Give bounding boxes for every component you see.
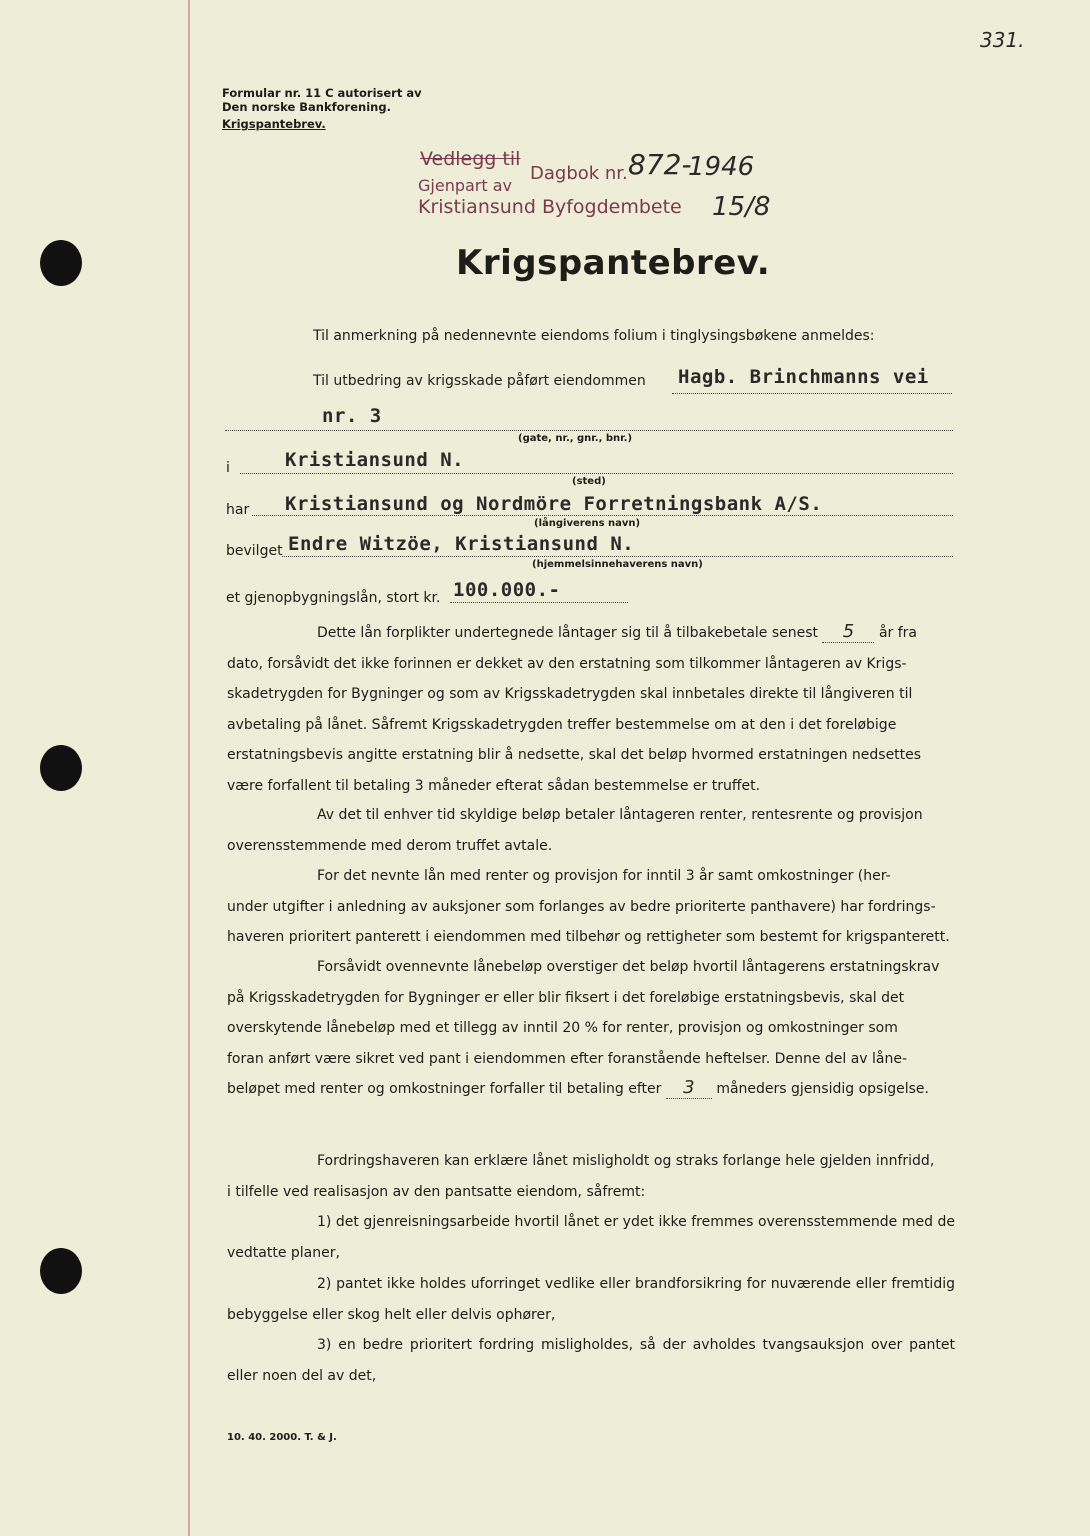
- punch-hole-top: [40, 240, 82, 286]
- property-line1: [672, 393, 952, 394]
- stamp-vedlegg: Vedlegg til: [420, 148, 521, 170]
- para1-line3: skadetrygden for Bygninger og som av Krigsskadetrygden skal innbetales direkte til långiveren til: [227, 686, 913, 702]
- holder-label: bevilget: [226, 543, 283, 559]
- footer-print-code: 10. 40. 2000. T. & J.: [227, 1432, 337, 1443]
- para4-line5a: beløpet med renter og omkostninger forfaller til betaling efter: [227, 1081, 662, 1097]
- para4-line4: foran anført være sikret ved pant i eiendommen efter foranstående heftelser. Denne del av låne-: [227, 1050, 908, 1067]
- form-header-line3: Krigspantebrev.: [222, 117, 326, 131]
- stamp-dagbok-label: Dagbok nr.: [530, 163, 628, 184]
- property-caption: (gate, nr., gnr., bnr.): [518, 433, 633, 444]
- para4-line1: Forsåvidt ovennevnte lånebeløp overstiger det beløp hvortil låntagerens erstatningskrav: [317, 959, 940, 975]
- stamp-gjenpart: Gjenpart av: [418, 176, 512, 195]
- para3-line2: under utgifter i anledning av auksjoner som forlanges av bedre prioriterte panthavere) har fordrings-: [227, 898, 936, 915]
- para3-line3: haveren prioritert panterett i eiendommen med tilbehør og rettigheter som bestemt for krigspanterett.: [227, 929, 950, 945]
- para4-line5b: måneders gjensidig opsigelse.: [716, 1081, 929, 1097]
- para1-line2: dato, forsåvidt det ikke forinnen er dekket av den erstatning som tilkommer låntageren av Krigs-: [227, 655, 907, 672]
- loan-line: [450, 602, 628, 603]
- para5-line2: i tilfelle ved realisasjon av den pantsatte eiendom, såfremt:: [227, 1183, 646, 1200]
- stamp-office: Kristiansund Byfogdembete: [418, 196, 682, 218]
- paragraph-default: [227, 1146, 955, 1207]
- place-caption: (sted): [572, 476, 606, 487]
- para2-line2: overensstemmende med derom truffet avtale.: [227, 837, 553, 854]
- notice-months: 3: [666, 1078, 712, 1099]
- place-label: i: [226, 460, 230, 476]
- condition-1: 1) det gjenreisningsarbeide hvortil lånet er ydet ikke fremmes overensstemmende med de vedtatte planer,: [227, 1214, 955, 1261]
- condition-3: 3) en bedre prioritert fordring misligholdes, så der avholdes tvangsauksjon over pantet eller noen del av det,: [227, 1337, 955, 1384]
- form-header-line2: Den norske Bankforening.: [222, 100, 391, 114]
- form-header-line1: Formular nr. 11 C autorisert av: [222, 86, 422, 100]
- place-value: Kristiansund N.: [285, 449, 465, 471]
- para1-line5: erstatningsbevis angitte erstatning blir å nedsette, skal det beløp hvormed erstatningen nedsettes: [227, 747, 922, 763]
- property-value-line2: nr. 3: [322, 405, 382, 427]
- margin-line: [188, 0, 190, 1536]
- para1-line6: være forfallent til betaling 3 måneder efterat sådan bestemmelse er truffet.: [227, 777, 761, 794]
- intro-text: Til anmerkning på nedennevnte eiendoms folium i tinglysingsbøkene anmeldes:: [313, 328, 875, 344]
- document-title: Krigspantebrev.: [456, 243, 771, 283]
- holder-value: Endre Witzöe, Kristiansund N.: [288, 533, 635, 555]
- page-number: 331.: [980, 28, 1025, 52]
- punch-hole-middle: [40, 745, 82, 791]
- para2-line1: Av det til enhver tid skyldige beløp betaler låntageren renter, rentesrente og provisjon: [317, 807, 923, 823]
- stamp-year: 1946: [688, 152, 755, 182]
- para4-line3: overskytende lånebeløp med et tillegg av inntil 20 % for renter, provisjon og omkostninger som: [227, 1020, 898, 1036]
- paragraph-repayment: [227, 618, 955, 801]
- lender-caption: (långiverens navn): [534, 518, 641, 529]
- property-line2: [225, 430, 953, 431]
- stamp-dagbok-number: 872-: [628, 148, 692, 181]
- paragraph-excess: [227, 952, 955, 1105]
- condition-2: 2) pantet ikke holdes uforringet vedlike eller brandforsikring for nuværende eller fremtidig bebyggelse eller skog helt eller delvis ophører,: [227, 1276, 955, 1323]
- property-value-line1: Hagb. Brinchmanns vei: [678, 366, 929, 388]
- place-line: [240, 473, 953, 474]
- punch-hole-bottom: [40, 1248, 82, 1294]
- lender-label: har: [226, 502, 250, 518]
- loan-amount: 100.000.-: [453, 579, 561, 601]
- para1-line4: avbetaling på lånet. Såfremt Krigsskadetrygden treffer bestemmelse om at den i det foreløbige: [227, 716, 897, 733]
- lender-line: [252, 515, 953, 516]
- property-label: Til utbedring av krigsskade påført eiendommen: [313, 373, 646, 389]
- paragraph-priority: [227, 861, 955, 953]
- lender-value: Kristiansund og Nordmöre Forretningsbank A/S.: [285, 493, 823, 515]
- repayment-years: 5: [822, 622, 874, 643]
- stamp-date: 15/8: [712, 192, 771, 222]
- para1-line1a: Dette lån forplikter undertegnede låntager sig til å tilbakebetale senest: [317, 625, 819, 641]
- holder-line: [282, 556, 953, 557]
- para3-line1: For det nevnte lån med renter og provisjon for inntil 3 år samt omkostninger (her-: [317, 868, 891, 884]
- para5-line1: Fordringshaveren kan erklære lånet misligholdt og straks forlange hele gjelden innfridd,: [317, 1153, 935, 1169]
- loan-label: et gjenopbygningslån, stort kr.: [226, 590, 441, 606]
- holder-caption: (hjemmelsinnehaverens navn): [532, 559, 703, 570]
- paragraph-interest: [227, 800, 955, 861]
- para1-line1b: år fra: [878, 625, 917, 641]
- para4-line2: på Krigsskadetrygden for Bygninger er eller blir fiksert i det foreløbige erstatningsbevis, skal det: [227, 989, 905, 1006]
